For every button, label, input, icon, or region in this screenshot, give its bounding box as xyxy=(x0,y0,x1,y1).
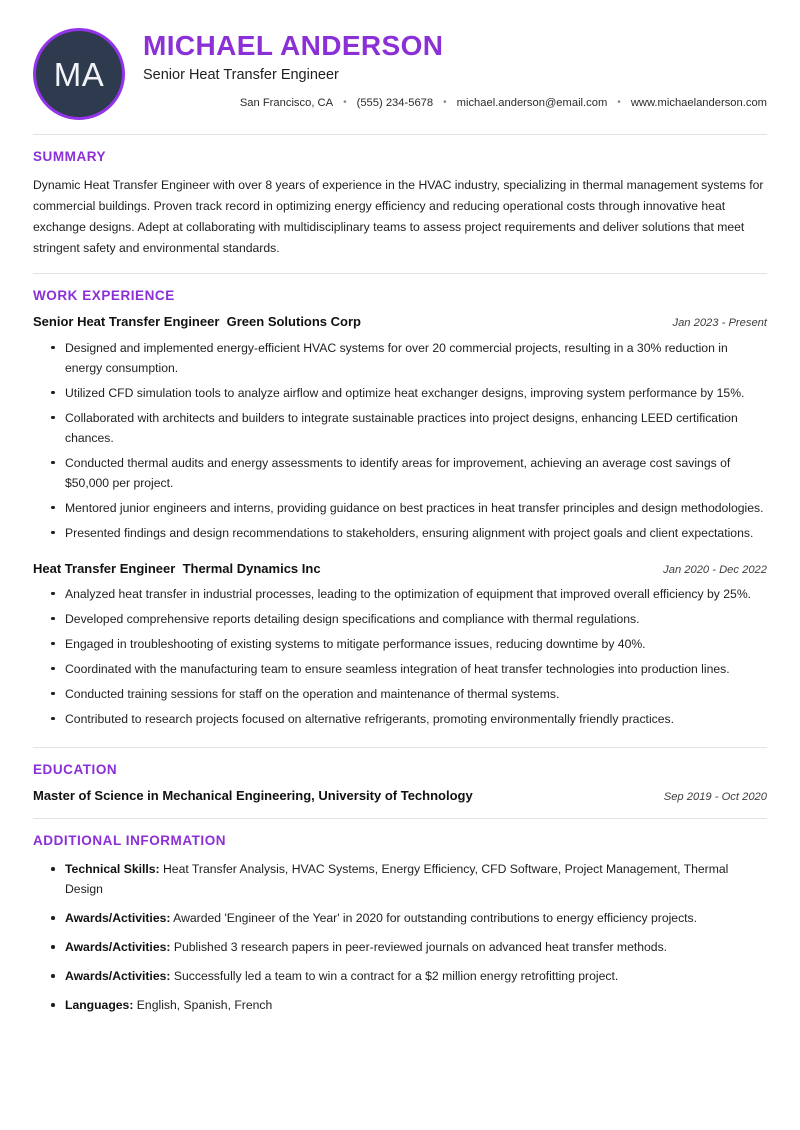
info-label: Awards/Activities: xyxy=(65,940,171,955)
info-value: Heat Transfer Analysis, HVAC Systems, Energy Efficiency, CFD Software, Project Management, Thermal Design xyxy=(65,862,729,897)
education-degree: Master of Science in Mechanical Engineering, University of Technology xyxy=(33,788,473,803)
info-label: Awards/Activities: xyxy=(65,911,171,926)
additional-information-list xyxy=(33,859,767,1015)
section-additional-information xyxy=(33,819,767,1015)
list-item: Conducted thermal audits and energy assessments to identify areas for improvement, achieving an average cost savings of $50,000 per project. xyxy=(51,453,767,493)
contact-phone[interactable]: (555) 234-5678 xyxy=(356,96,434,109)
section-title-education: EDUCATION xyxy=(33,761,118,777)
contact-website[interactable]: www.michaelanderson.com xyxy=(630,96,767,109)
list-item: Contributed to research projects focused on alternative refrigerants, promoting environmentally friendly practices. xyxy=(51,709,767,729)
avatar-initials: MA xyxy=(53,55,105,93)
section-title-additional-information: ADDITIONAL INFORMATION xyxy=(33,833,227,849)
section-title-work-experience: WORK EXPERIENCE xyxy=(33,288,175,304)
list-item: Conducted training sessions for staff on the operation and maintenance of thermal systems. xyxy=(51,684,767,704)
list-item: Developed comprehensive reports detailing design specifications and compliance with thermal regulations. xyxy=(51,609,767,629)
experience-company: Thermal Dynamics Inc xyxy=(182,560,321,576)
section-title-summary: SUMMARY xyxy=(33,149,107,164)
experience-entry-header xyxy=(33,314,767,330)
experience-entry-header xyxy=(33,561,767,577)
list-item xyxy=(51,908,767,928)
contact-separator-icon: • xyxy=(343,97,347,109)
page-title: MICHAEL ANDERSON xyxy=(143,30,444,61)
list-item xyxy=(51,966,767,986)
info-value: Successfully led a team to win a contract for a $2 million energy retrofitting project. xyxy=(173,969,619,984)
info-label: Awards/Activities: xyxy=(65,969,171,984)
info-label: Technical Skills: xyxy=(65,862,160,877)
resume-header xyxy=(33,26,767,134)
education-entry xyxy=(33,788,767,804)
info-value: Published 3 research papers in peer-reviewed journals on advanced heat transfer methods. xyxy=(173,940,668,955)
list-item xyxy=(51,995,767,1015)
list-item: Engaged in troubleshooting of existing systems to mitigate performance issues, reducing downtime by 40%. xyxy=(51,634,767,654)
list-item: Collaborated with architects and builders to integrate sustainable practices into project designs, enhancing LEED certification chances. xyxy=(51,408,767,448)
contact-email[interactable]: michael.anderson@email.com xyxy=(456,96,608,109)
info-value: English, Spanish, French xyxy=(136,998,273,1013)
avatar xyxy=(33,28,125,120)
section-summary xyxy=(33,135,767,273)
list-item xyxy=(51,859,767,899)
experience-company: Green Solutions Corp xyxy=(226,314,361,330)
info-value: Awarded 'Engineer of the Year' in 2020 for outstanding contributions to energy efficiency projects. xyxy=(173,911,698,926)
list-item xyxy=(51,937,767,957)
experience-bullet-list xyxy=(33,338,767,543)
summary-text: Dynamic Heat Transfer Engineer with over 8 years of experience in the HVAC industry, specializing in thermal management systems for commercial buildings. Proven track record in optimizing energy efficiency and reducing operational costs through innovative heat exchange designs. Adept at collaborating with multidisciplinary teams to assess project requirements and deliver solutions that meet stringent safety and environmental standards. xyxy=(33,178,764,256)
info-label: Languages: xyxy=(65,998,134,1013)
contact-line xyxy=(143,96,767,111)
experience-heading xyxy=(33,561,321,577)
list-item: Coordinated with the manufacturing team to ensure seamless integration of heat transfer technologies into production lines. xyxy=(51,659,767,679)
contact-separator-icon: • xyxy=(617,97,621,109)
list-item: Presented findings and design recommendations to stakeholders, ensuring alignment with project goals and client expectations. xyxy=(51,523,767,543)
education-dates: Sep 2019 - Oct 2020 xyxy=(663,791,767,803)
list-item: Mentored junior engineers and interns, providing guidance on best practices in heat transfer principles and design methodologies. xyxy=(51,498,767,518)
header-text-block xyxy=(143,26,767,110)
experience-dates: Jan 2023 - Present xyxy=(672,317,767,330)
section-work-experience xyxy=(33,274,767,747)
list-item: Utilized CFD simulation tools to analyze airflow and optimize heat exchanger designs, improving system performance by 15%. xyxy=(51,383,767,403)
experience-job-title: Senior Heat Transfer Engineer xyxy=(33,314,220,330)
header-job-title: Senior Heat Transfer Engineer xyxy=(143,67,339,84)
experience-entry xyxy=(33,561,767,729)
experience-heading xyxy=(33,314,361,330)
list-item: Designed and implemented energy-efficient HVAC systems for over 20 commercial projects, resulting in a 30% reduction in energy consumption. xyxy=(51,338,767,378)
experience-job-title: Heat Transfer Engineer xyxy=(33,560,176,576)
experience-dates: Jan 2020 - Dec 2022 xyxy=(663,563,767,576)
contact-location: San Francisco, CA xyxy=(239,96,334,109)
section-education xyxy=(33,748,767,818)
contact-separator-icon: • xyxy=(443,97,447,109)
list-item: Analyzed heat transfer in industrial processes, leading to the optimization of equipment that improved overall efficiency by 25%. xyxy=(51,584,767,604)
experience-entry xyxy=(33,314,767,542)
experience-bullet-list xyxy=(33,584,767,729)
